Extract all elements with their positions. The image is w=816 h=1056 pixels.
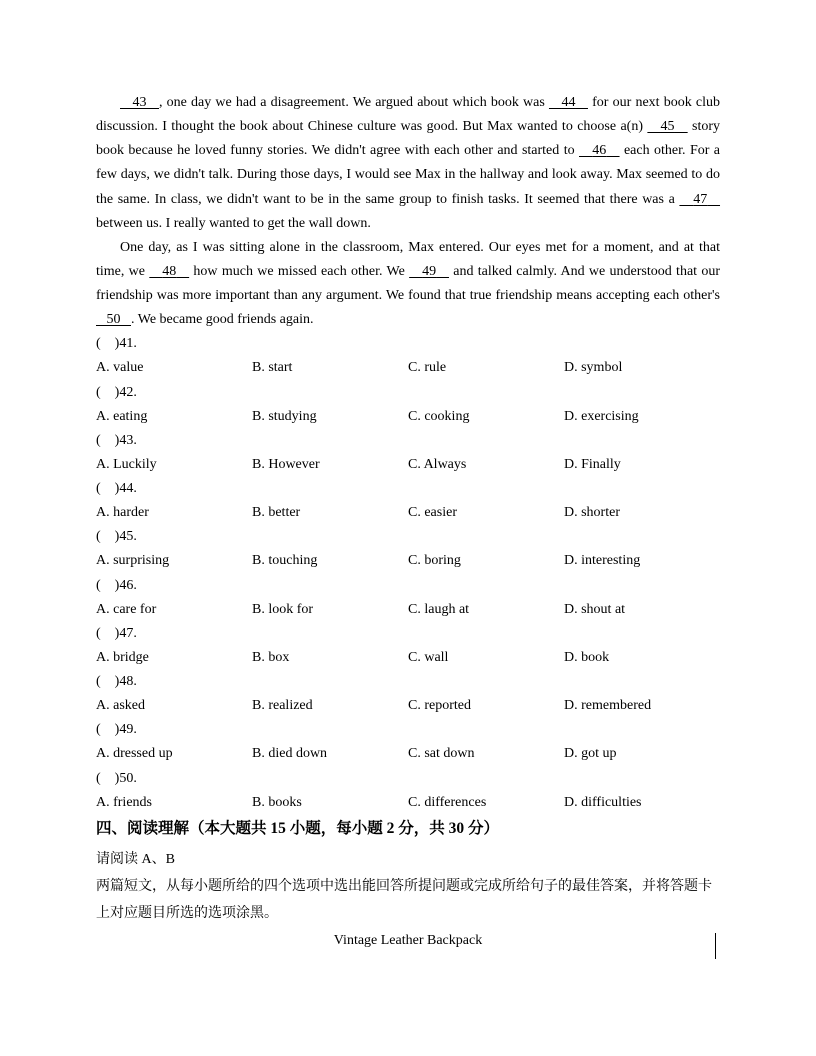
answer-option: D. Finally (564, 456, 621, 472)
option-row (96, 453, 720, 477)
answer-option: A. harder (96, 505, 149, 521)
passage-line (96, 284, 720, 308)
answer-option: B. realized (252, 698, 313, 714)
question-number: ( )41. (96, 336, 137, 352)
answer-option: B. died down (252, 746, 328, 762)
passage-text: , one day we had a disagreement. We argued about which book was (159, 95, 549, 110)
question-number: ( )46. (96, 577, 137, 593)
answer-option: D. shout at (564, 601, 626, 617)
passage-text: the same. In class, we didn't want to be in the same group to finish tasks. It seemed that there was a (96, 191, 680, 207)
answer-option: D. exercising (564, 408, 639, 424)
passage-text: each other. For a (619, 143, 721, 159)
passage-text: discussion. I thought the book about Chinese culture was good. But Max wanted to choose a(n) (96, 119, 648, 135)
vertical-rule (715, 933, 716, 959)
option-row (96, 549, 720, 573)
passage-paragraph (96, 91, 720, 236)
article-title: Vintage Leather Backpack (333, 932, 483, 948)
answer-option: D. symbol (564, 360, 623, 376)
answer-option: B. touching (252, 553, 318, 569)
answer-option: C. rule (408, 360, 447, 376)
passage-text: few days, we didn't talk. During those days, I would see Max in the hallway and look away. Max seemed to do (96, 167, 720, 183)
question-number: ( )50. (96, 770, 137, 786)
answer-option: C. easier (408, 505, 457, 521)
passage-text: . We became good friends again. (131, 312, 314, 328)
answer-option: C. laugh at (408, 601, 470, 617)
answer-blank: 47 (693, 191, 708, 207)
answer-option: A. bridge (96, 649, 149, 665)
instruction-line: 上对应题目所选的选项涂黑。 (96, 905, 278, 921)
passage-text: time, we (96, 263, 150, 279)
answer-option: A. care for (96, 601, 157, 617)
instruction-line: 两篇短文，从每小题所给的四个选项中选出能回答所提问题或完成所给句子的最佳答案，并将答题卡 (96, 878, 712, 894)
answer-blank: 50 (106, 312, 121, 328)
answer-option: C. differences (408, 794, 487, 810)
answer-option: D. remembered (564, 698, 652, 714)
answer-option: B. box (252, 649, 290, 665)
answer-option: A. asked (96, 698, 145, 714)
answer-blank: 43 (132, 95, 147, 110)
passage-line (96, 308, 720, 332)
answer-blank: 44 (561, 95, 576, 110)
passage-text: One day, as I was sitting alone in the classroom, Max entered. Our eyes met for a moment, and at that (120, 239, 720, 255)
answer-option: C. Always (408, 456, 467, 472)
answer-option: D. shorter (564, 505, 620, 521)
option-row (96, 405, 720, 429)
answer-option: C. cooking (408, 408, 470, 424)
option-row (96, 791, 720, 815)
page-content (96, 91, 720, 954)
passage-text: between us. I really wanted to get the wall down. (96, 215, 371, 231)
question-number: ( )43. (96, 432, 137, 448)
passage-line (96, 139, 720, 163)
answer-option: D. got up (564, 746, 617, 762)
answer-option: B. look for (252, 601, 314, 617)
option-row (96, 694, 720, 718)
passage-line (96, 91, 720, 115)
answer-option: B. better (252, 505, 301, 521)
answer-option: C. sat down (408, 746, 475, 762)
question-number: ( )48. (96, 674, 137, 689)
passage-text: friendship was more important than any argument. We found that true friendship means accepting each other's (96, 288, 720, 303)
answer-blank: 46 (592, 143, 607, 159)
reading-section (96, 815, 720, 954)
answer-option: A. eating (96, 408, 148, 424)
option-row (96, 742, 720, 766)
passage-text: and talked calmly. And we understood that our (448, 263, 721, 279)
answer-option: A. friends (96, 794, 152, 810)
cloze-passage (96, 91, 720, 332)
question-list (96, 332, 720, 815)
answer-option: B. However (252, 456, 320, 472)
answer-option: D. interesting (564, 553, 641, 569)
question-number: ( )49. (96, 722, 137, 738)
answer-blank: 45 (660, 119, 675, 135)
passage-text: book because he loved funny stories. We didn't agree with each other and started to (96, 143, 580, 159)
passage-text: story (687, 119, 721, 135)
answer-blank: 48 (162, 263, 177, 279)
passage-line (96, 212, 720, 236)
section-heading: 四、阅读理解（本大题共 15 小题，每小题 2 分，共 30 分） (96, 819, 500, 837)
answer-option: C. reported (408, 698, 471, 714)
answer-option: A. value (96, 360, 144, 376)
answer-option: A. surprising (96, 553, 170, 569)
passage-line (96, 236, 720, 260)
passage-text: how much we missed each other. We (189, 263, 410, 279)
instruction-line: 请阅读 A、B (96, 851, 175, 867)
answer-option: A. dressed up (96, 746, 173, 762)
answer-option: B. start (252, 360, 293, 376)
answer-option: A. Luckily (96, 456, 157, 472)
question-number: ( )45. (96, 529, 137, 545)
answer-option: D. book (564, 649, 610, 665)
answer-blank: 49 (422, 263, 437, 279)
answer-option: D. difficulties (564, 794, 642, 810)
answer-option: B. studying (252, 408, 317, 424)
answer-option: B. books (252, 794, 302, 810)
question-number: ( )42. (96, 384, 137, 400)
answer-option: C. wall (408, 649, 449, 665)
passage-line (96, 163, 720, 187)
passage-paragraph (96, 236, 720, 333)
passage-text: for our next book club (587, 95, 720, 110)
answer-option: C. boring (408, 553, 461, 569)
option-row (96, 598, 720, 622)
option-row (96, 646, 720, 670)
question-number: ( )44. (96, 481, 137, 496)
option-row (96, 501, 720, 525)
passage-line (96, 260, 720, 284)
option-row (96, 356, 720, 380)
passage-line (96, 115, 720, 139)
question-number: ( )47. (96, 625, 137, 641)
passage-line (96, 188, 720, 212)
